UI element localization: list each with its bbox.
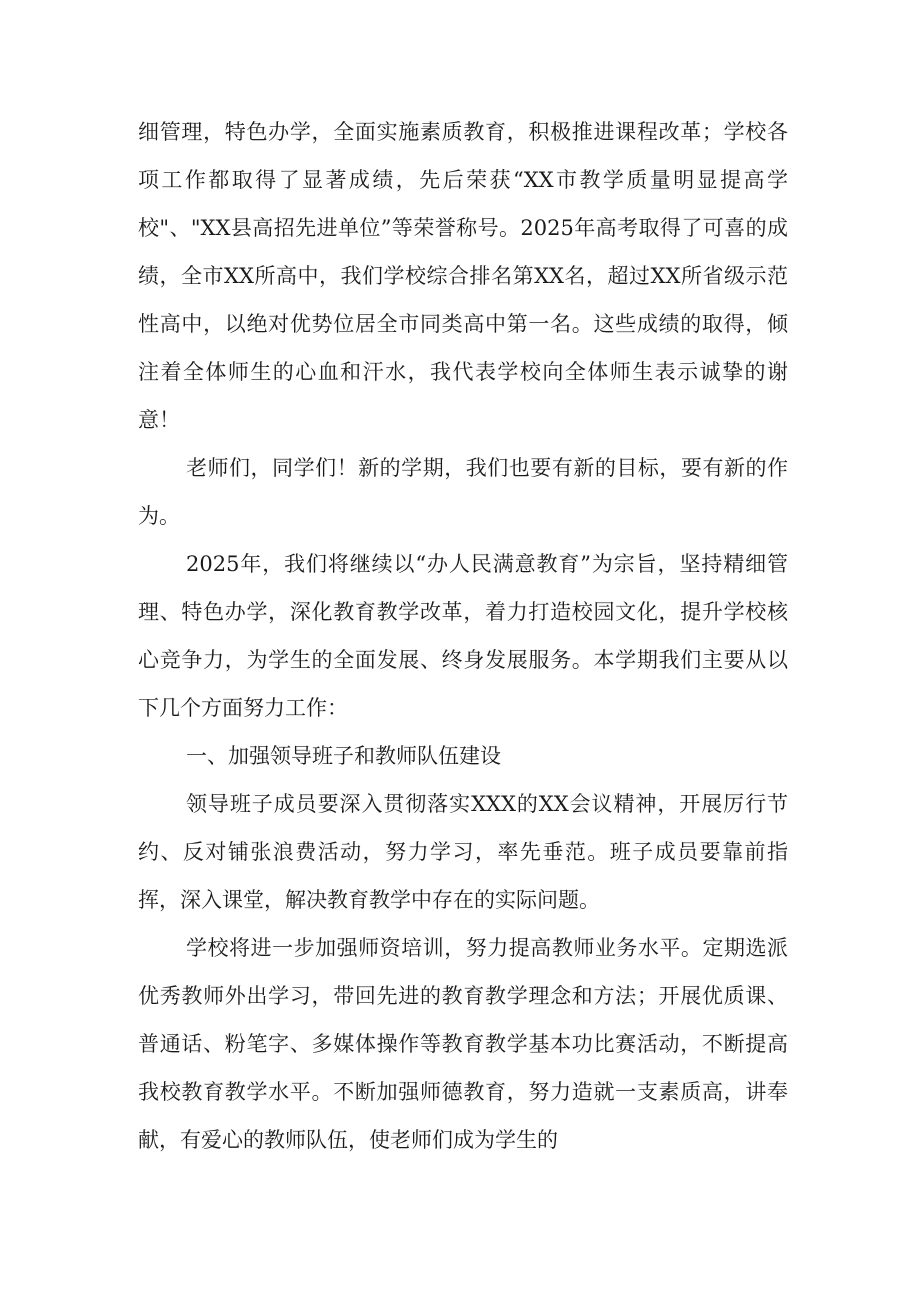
paragraph-teacher-training [138, 924, 788, 1164]
paragraph-teacher-training-text-3: 努力造就一支素质高，讲奉献，有爱 [138, 1080, 789, 1152]
paragraph-teacher-training-text-1: 学校将进一步加强师资培训，努力提高教师业务水平。定期选派优秀教师外出学习，带回先进的教育教学理念和方法；开展优质课、普通话、粉笔字、多媒体操作等教育教学基本功比赛活动，不断提高我校教育教学水平。不断加 [138, 936, 788, 1104]
paragraph-continuation: 细管理，特色办学，全面实施素质教育，积极推进课程改革；学校各项工作都取得了显著成绩，先后荣获“XX市教学质量明显提高学校"、"XX县高招先进单位”等荣誉称号。2025年高考取得了可喜的成绩，全市XX所高中，我们学校综合排名第XX名，超过XX所省级示范性高中，以绝对优势位居全市同类高中第一名。这些成绩的取得，倾注着全体师生的心血和汗水，我代表学校向全体师生表示诚挚的谢意！ [138, 120, 788, 432]
paragraph-plan: 2025年，我们将继续以“办人民满意教育”为宗旨，坚持精细管理、特色办学，深化教育教学改革，着力打造校园文化，提升学校核心竞争力，为学生的全面发展、终身发展服务。本学期我们主要从以下几个方面努力工作： [138, 552, 788, 720]
paragraph-teacher-training-text-4: 心的教 [222, 1128, 285, 1152]
document-body [138, 108, 788, 1164]
section-heading-1: 一、加强领导班子和教师队伍建设 [186, 744, 501, 768]
paragraph-teacher-training-text-2: 强师德教育， [398, 1080, 529, 1104]
paragraph-teacher-training-text-5: 师队伍，使老师们成为学生的 [285, 1128, 558, 1152]
paragraph-leadership: 领导班子成员要深入贯彻落实XXX的XX会议精神，开展厉行节约、反对铺张浪费活动，努力学习，率先垂范。班子成员要靠前指挥，深入课堂，解决教育教学中存在的实际问题。 [138, 792, 788, 912]
paragraph-greeting: 老师们，同学们！新的学期，我们也要有新的目标，要有新的作为。 [138, 456, 788, 528]
